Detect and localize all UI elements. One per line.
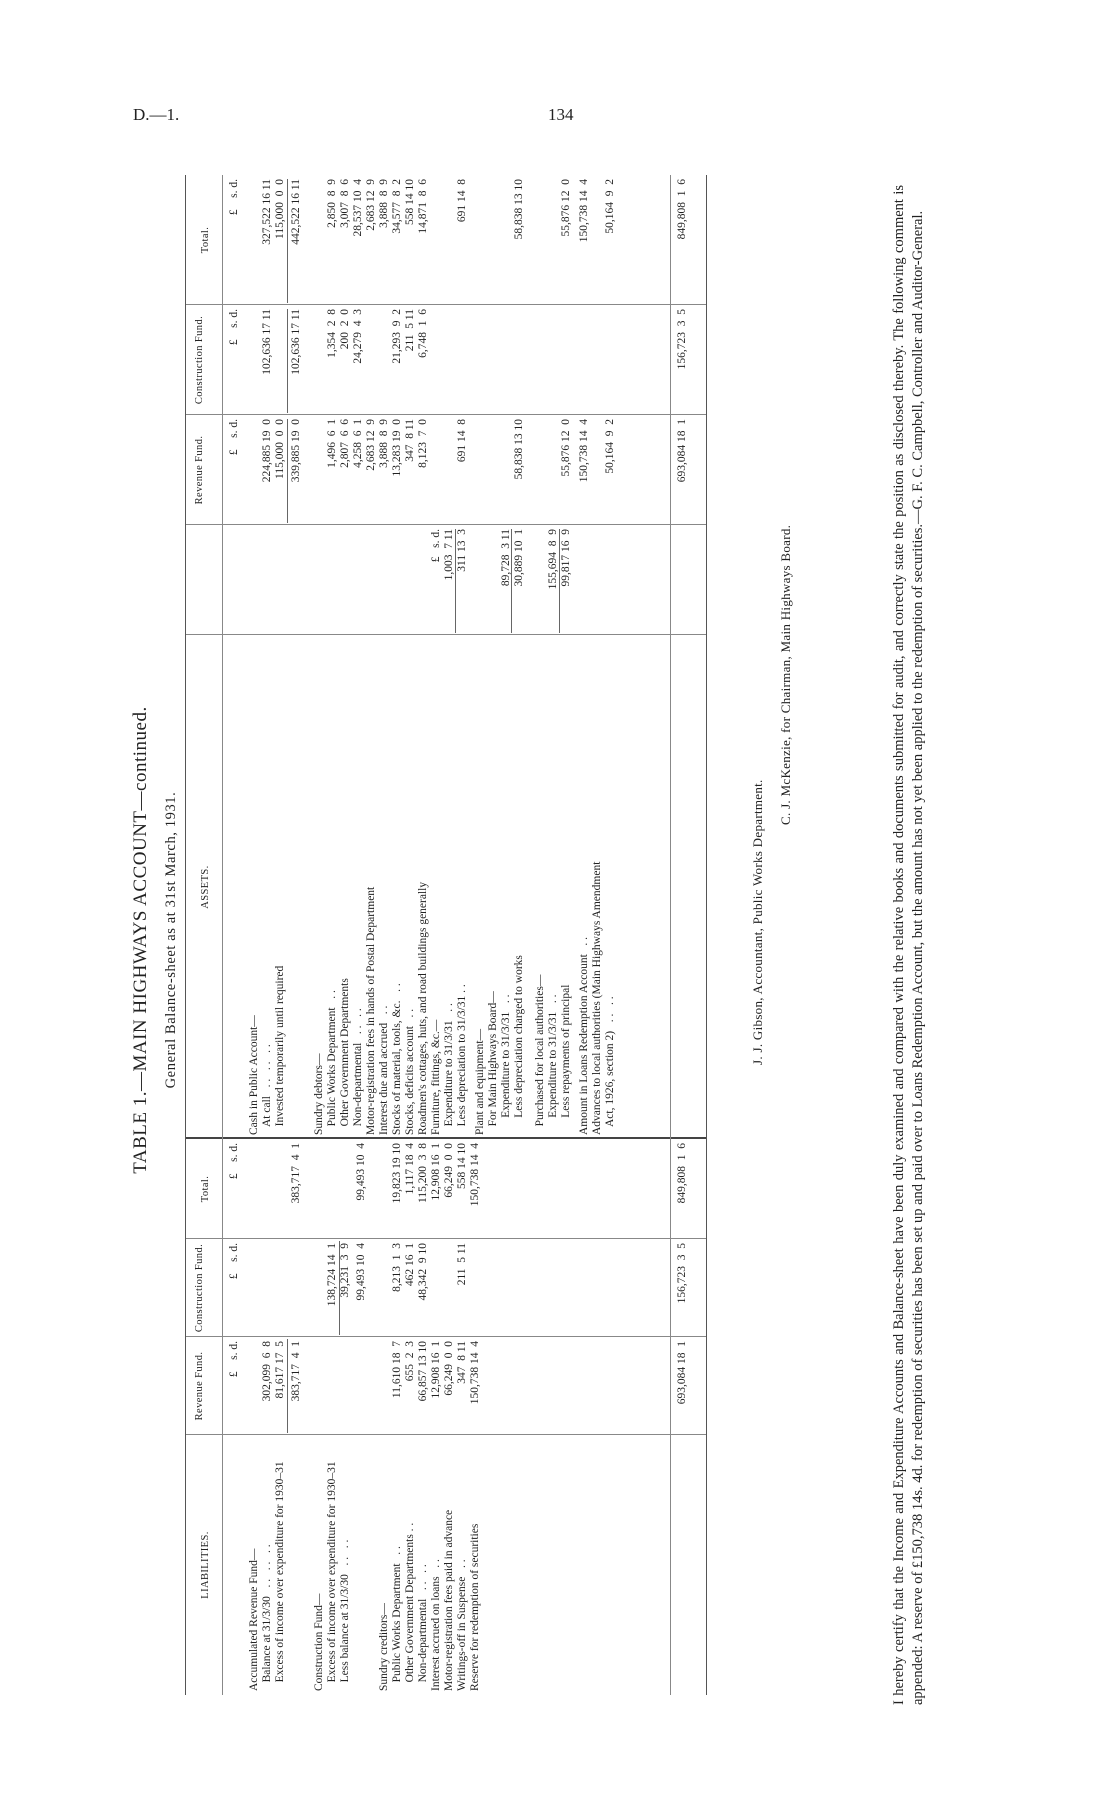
subtotal-rule xyxy=(559,529,560,633)
liability-total-value: 12,908 16 1 xyxy=(430,1143,442,1201)
asset-construction-value: 24,279 4 3 xyxy=(352,309,364,364)
asset-revenue-value: 2,807 6 6 xyxy=(339,419,351,468)
liability-row-label: Balance at 31/3/30 . . . . . . xyxy=(261,1544,273,1691)
asset-subcolumn-value: 89,728 3 11 xyxy=(500,529,513,587)
asset-total-value: 34,577 8 2 xyxy=(391,179,403,234)
column-rule xyxy=(186,524,706,525)
liability-construction-value: 8,213 1 3 xyxy=(391,1243,403,1292)
asset-revenue-value: 58,838 13 10 xyxy=(513,419,526,480)
asset-row-label: Expenditure to 31/3/31 . . xyxy=(443,1003,455,1135)
asset-revenue-value: 339,885 19 0 xyxy=(289,419,302,483)
asset-revenue-value: 1,496 6 1 xyxy=(326,419,338,468)
asset-total-value: 3,007 8 6 xyxy=(339,179,351,228)
asset-row-label: Motor-registration fees in hands of Postal Department xyxy=(365,886,377,1135)
asset-construction-value: 1,354 2 8 xyxy=(326,309,338,358)
asset-construction-value: 6,748 1 6 xyxy=(417,309,429,358)
liability-revenue-value: 66,249 0 0 xyxy=(443,1341,455,1396)
column-rule xyxy=(186,1238,706,1239)
asset-revenue-value: 50,164 9 2 xyxy=(604,419,617,474)
asset-row-label: Less repayments of principal xyxy=(560,984,572,1135)
asset-subcolumn-value: 155,694 8 9 xyxy=(547,529,559,590)
asset-total-value: 558 14 10 xyxy=(404,179,416,225)
asset-total-value: 327,522 16 11 xyxy=(261,179,273,245)
construction-fund-heading: Construction Fund. xyxy=(194,315,205,405)
asset-revenue-value: 150,738 14 4 xyxy=(578,419,591,483)
liability-row-label: Writings-off in Suspense . . xyxy=(456,1559,468,1691)
liability-revenue-value: 347 8 11 xyxy=(456,1341,468,1384)
asset-revenue-value: 2,683 12 9 xyxy=(365,419,377,471)
asset-row-label: Amount in Loans Redemption Account . . xyxy=(578,936,591,1135)
liability-total-value: 1,117 18 4 xyxy=(404,1143,416,1195)
currency-units-label: £ s. d. xyxy=(228,1341,240,1378)
asset-row-label: Non-departmental . . . . xyxy=(352,1008,364,1135)
rotated-page-body xyxy=(130,155,990,1725)
liability-row-label: Public Works Department . . xyxy=(391,1546,403,1691)
page-code: D.—1. xyxy=(133,105,180,124)
header-rule xyxy=(222,175,223,1695)
liability-revenue-total: 693,084 18 1 xyxy=(676,1341,688,1405)
column-rule xyxy=(186,634,706,635)
asset-construction-total: 156,723 3 5 xyxy=(676,309,688,370)
asset-revenue-value: 347 8 11 xyxy=(404,419,416,462)
asset-row-label: Public Works Department . . xyxy=(326,990,338,1135)
liability-total-value: 99,493 10 4 xyxy=(354,1143,367,1201)
liability-total-value: 558 14 10 xyxy=(456,1143,468,1189)
revenue-fund-heading: Revenue Fund. xyxy=(194,435,205,505)
liability-row-label: Motor-registration fees paid in advance xyxy=(443,1509,455,1691)
liability-revenue-value: 655 2 3 xyxy=(404,1341,416,1382)
subtotal-rule xyxy=(339,1241,340,1335)
liability-total-value: 66,249 0 0 xyxy=(443,1143,455,1198)
asset-row-label: Other Government Departments xyxy=(339,978,351,1135)
liability-row-label: Reserve for redemption of securities xyxy=(469,1523,481,1691)
audit-certificate: I hereby certify that the Income and Expenditure Accounts and Balance-sheet have been duly examined and compared with the relative books and documents submitted for audit, and correctly state the position as disclosed thereby. The following comment is appended: A reserve of £150,738 14s. 4d. for redemption of securities has been set up and paid over to Loans Redemption Account, but the amount has not yet been applied to the redemption of securities.—G. F. C. Campbell, Controller and Auditor-General. xyxy=(891,185,926,1705)
subtotal-rule xyxy=(287,1339,288,1433)
liability-revenue-value: 12,908 16 1 xyxy=(430,1341,442,1399)
column-rule xyxy=(186,1137,706,1139)
assets-heading: ASSETS. xyxy=(200,865,211,909)
liability-row-label: Construction Fund— xyxy=(313,1593,325,1691)
liability-construction-value: 39,231 3 9 xyxy=(339,1243,351,1298)
liability-total-value: 115,200 3 8 xyxy=(417,1143,429,1203)
asset-revenue-value: 13,283 19 0 xyxy=(391,419,403,477)
asset-total-value: 28,537 10 4 xyxy=(352,179,364,237)
asset-row-label: Less depreciation charged to works xyxy=(513,955,526,1135)
asset-revenue-value: 4,258 6 1 xyxy=(352,419,364,468)
currency-units-label: £ s. d. xyxy=(228,1143,240,1180)
liability-row-label: Other Government Departments . . xyxy=(404,1522,416,1691)
column-rule xyxy=(186,1336,706,1337)
asset-row-label: Cash in Public Account— xyxy=(248,1015,260,1135)
asset-total-value: 3,888 8 9 xyxy=(378,179,390,228)
asset-construction-value: 211 5 11 xyxy=(404,309,416,352)
asset-row-label: Stocks, deficits account . . xyxy=(404,1008,416,1135)
asset-revenue-value: 224,885 19 0 xyxy=(261,419,273,483)
totals-rule xyxy=(670,175,671,1695)
liability-revenue-value: 302,099 6 8 xyxy=(261,1341,273,1402)
liabilities-heading: LIABILITIES. xyxy=(200,1531,211,1599)
asset-construction-value: 200 2 0 xyxy=(339,309,351,350)
currency-units-label: £ s. d. xyxy=(228,179,240,216)
liability-grand-total: 849,808 1 6 xyxy=(676,1143,688,1204)
asset-revenue-value: 55,876 12 0 xyxy=(560,419,572,477)
liability-total-value: 19,823 19 10 xyxy=(391,1143,403,1204)
asset-total-value: 55,876 12 0 xyxy=(560,179,572,237)
liability-row-label: Interest accrued on loans . . xyxy=(430,1559,442,1691)
subtotal-rule xyxy=(287,309,288,413)
subtotal-rule xyxy=(287,179,288,303)
balance-sheet-table xyxy=(185,175,707,1695)
construction-fund-heading: Construction Fund. xyxy=(194,1243,205,1333)
asset-row-label: Roadmen's cottages, huts, and road buildings generally xyxy=(417,881,429,1135)
subtotal-rule xyxy=(511,529,512,633)
currency-units-label: £ s. d. xyxy=(228,309,240,346)
liability-revenue-value: 150,738 14 4 xyxy=(469,1341,481,1405)
asset-total-value: 14,871 8 6 xyxy=(417,179,429,234)
liability-construction-value: 138,724 14 1 xyxy=(326,1243,338,1307)
asset-total-value: 691 14 8 xyxy=(456,179,468,223)
liability-construction-value: 48,342 9 10 xyxy=(417,1243,429,1301)
asset-total-value: 115,000 0 0 xyxy=(274,179,286,239)
accountant-signature: J. J. Gibson, Accountant, Public Works Department. xyxy=(750,779,765,1065)
asset-row-label: Expenditure to 31/3/31 . . xyxy=(547,994,559,1135)
asset-total-value: 50,164 9 2 xyxy=(604,179,617,234)
page-number: 134 xyxy=(548,105,574,124)
asset-subcolumn-value: £ s. d. xyxy=(430,529,442,563)
asset-construction-value: 102,636 17 11 xyxy=(261,309,273,375)
asset-total-value: 150,738 14 4 xyxy=(578,179,591,243)
asset-subcolumn-value: 99,817 16 9 xyxy=(560,529,572,587)
liability-row-label: Sundry creditors— xyxy=(378,1603,390,1691)
currency-units-label: £ s. d. xyxy=(228,419,240,456)
liability-revenue-value: 383,717 4 1 xyxy=(289,1341,302,1402)
subtotal-rule xyxy=(287,419,288,523)
asset-row-label: Purchased for local authorities— xyxy=(534,974,546,1135)
asset-row-label: Less depreciation to 31/3/31 . . xyxy=(456,984,468,1135)
liability-row-label: Excess of income over expenditure for 1930–31 xyxy=(274,1461,286,1691)
liability-total-value: 150,738 14 4 xyxy=(469,1143,481,1207)
table-subtitle: General Balance-sheet as at 31st March, 1931. xyxy=(163,791,179,1089)
liability-revenue-value: 81,617 17 5 xyxy=(274,1341,286,1399)
asset-row-label: Expenditure to 31/3/31 . . xyxy=(500,994,513,1135)
asset-revenue-value: 3,888 8 9 xyxy=(378,419,390,468)
total-heading: Total. xyxy=(200,226,211,254)
asset-row-label: Interest due and accrued . . xyxy=(378,1005,390,1135)
liability-construction-value: 462 16 1 xyxy=(404,1243,416,1287)
asset-subcolumn-value: 1,003 7 11 xyxy=(443,529,455,581)
liability-row-label: Non-departmental . . . . xyxy=(417,1564,429,1691)
asset-row-label: Stocks of material, tools, &c. . . xyxy=(391,983,403,1135)
currency-units-label: £ s. d. xyxy=(228,1243,240,1280)
asset-row-label: At call . . . . . . xyxy=(261,1044,273,1135)
asset-row-label: Sundry debtors— xyxy=(313,1053,325,1135)
column-rule xyxy=(186,414,706,415)
asset-revenue-total: 693,084 18 1 xyxy=(676,419,688,483)
asset-construction-value: 21,293 9 2 xyxy=(391,309,403,364)
liability-total-value: 383,717 4 1 xyxy=(289,1143,302,1204)
asset-row-label: Plant and equipment— xyxy=(474,1028,487,1135)
table-title: TABLE 1.—MAIN HIGHWAYS ACCOUNT—continued. xyxy=(130,706,151,1174)
liability-row-label: Less balance at 31/3/30 . . . . xyxy=(339,1539,351,1691)
asset-subcolumn-value: 30,889 10 1 xyxy=(513,529,526,587)
asset-revenue-value: 8,123 7 0 xyxy=(417,419,429,468)
asset-revenue-value: 691 14 8 xyxy=(456,419,468,463)
asset-grand-total: 849,808 1 6 xyxy=(676,179,688,240)
column-rule xyxy=(186,1434,706,1435)
asset-construction-value: 102,636 17 11 xyxy=(289,309,302,375)
subtotal-rule xyxy=(455,529,456,633)
asset-row-label: For Main Highways Board— xyxy=(487,991,500,1135)
liability-construction-value: 99,493 10 4 xyxy=(354,1243,367,1301)
asset-row-label: Furniture, fittings, &c.— xyxy=(430,1019,442,1135)
column-rule xyxy=(186,304,706,305)
liability-row-label: Accumulated Revenue Fund— xyxy=(248,1548,260,1691)
asset-subcolumn-value: 311 13 3 xyxy=(456,529,468,572)
asset-row-label: Invested temporarily until required xyxy=(274,965,286,1135)
chairman-signature: C. J. McKenzie, for Chairman, Main Highways Board. xyxy=(778,524,793,825)
revenue-fund-heading: Revenue Fund. xyxy=(194,1351,205,1421)
asset-revenue-value: 115,000 0 0 xyxy=(274,419,286,479)
asset-row-label: Act, 1926, section 2) . . . . xyxy=(604,996,617,1135)
total-heading: Total. xyxy=(200,1175,211,1203)
asset-total-value: 442,522 16 11 xyxy=(289,179,302,245)
asset-total-value: 2,683 12 9 xyxy=(365,179,377,231)
asset-total-value: 2,850 8 9 xyxy=(326,179,338,228)
liability-revenue-value: 11,610 18 7 xyxy=(391,1341,403,1399)
liability-construction-value: 211 5 11 xyxy=(456,1243,468,1286)
asset-total-value: 58,838 13 10 xyxy=(513,179,526,240)
liability-revenue-value: 66,857 13 10 xyxy=(417,1341,429,1402)
asset-row-label: Advances to local authorities (Main Highways Amendment xyxy=(591,861,604,1135)
liability-construction-total: 156,723 3 5 xyxy=(676,1243,688,1304)
liability-row-label: Excess of income over expenditure for 1930–31 xyxy=(326,1461,338,1691)
